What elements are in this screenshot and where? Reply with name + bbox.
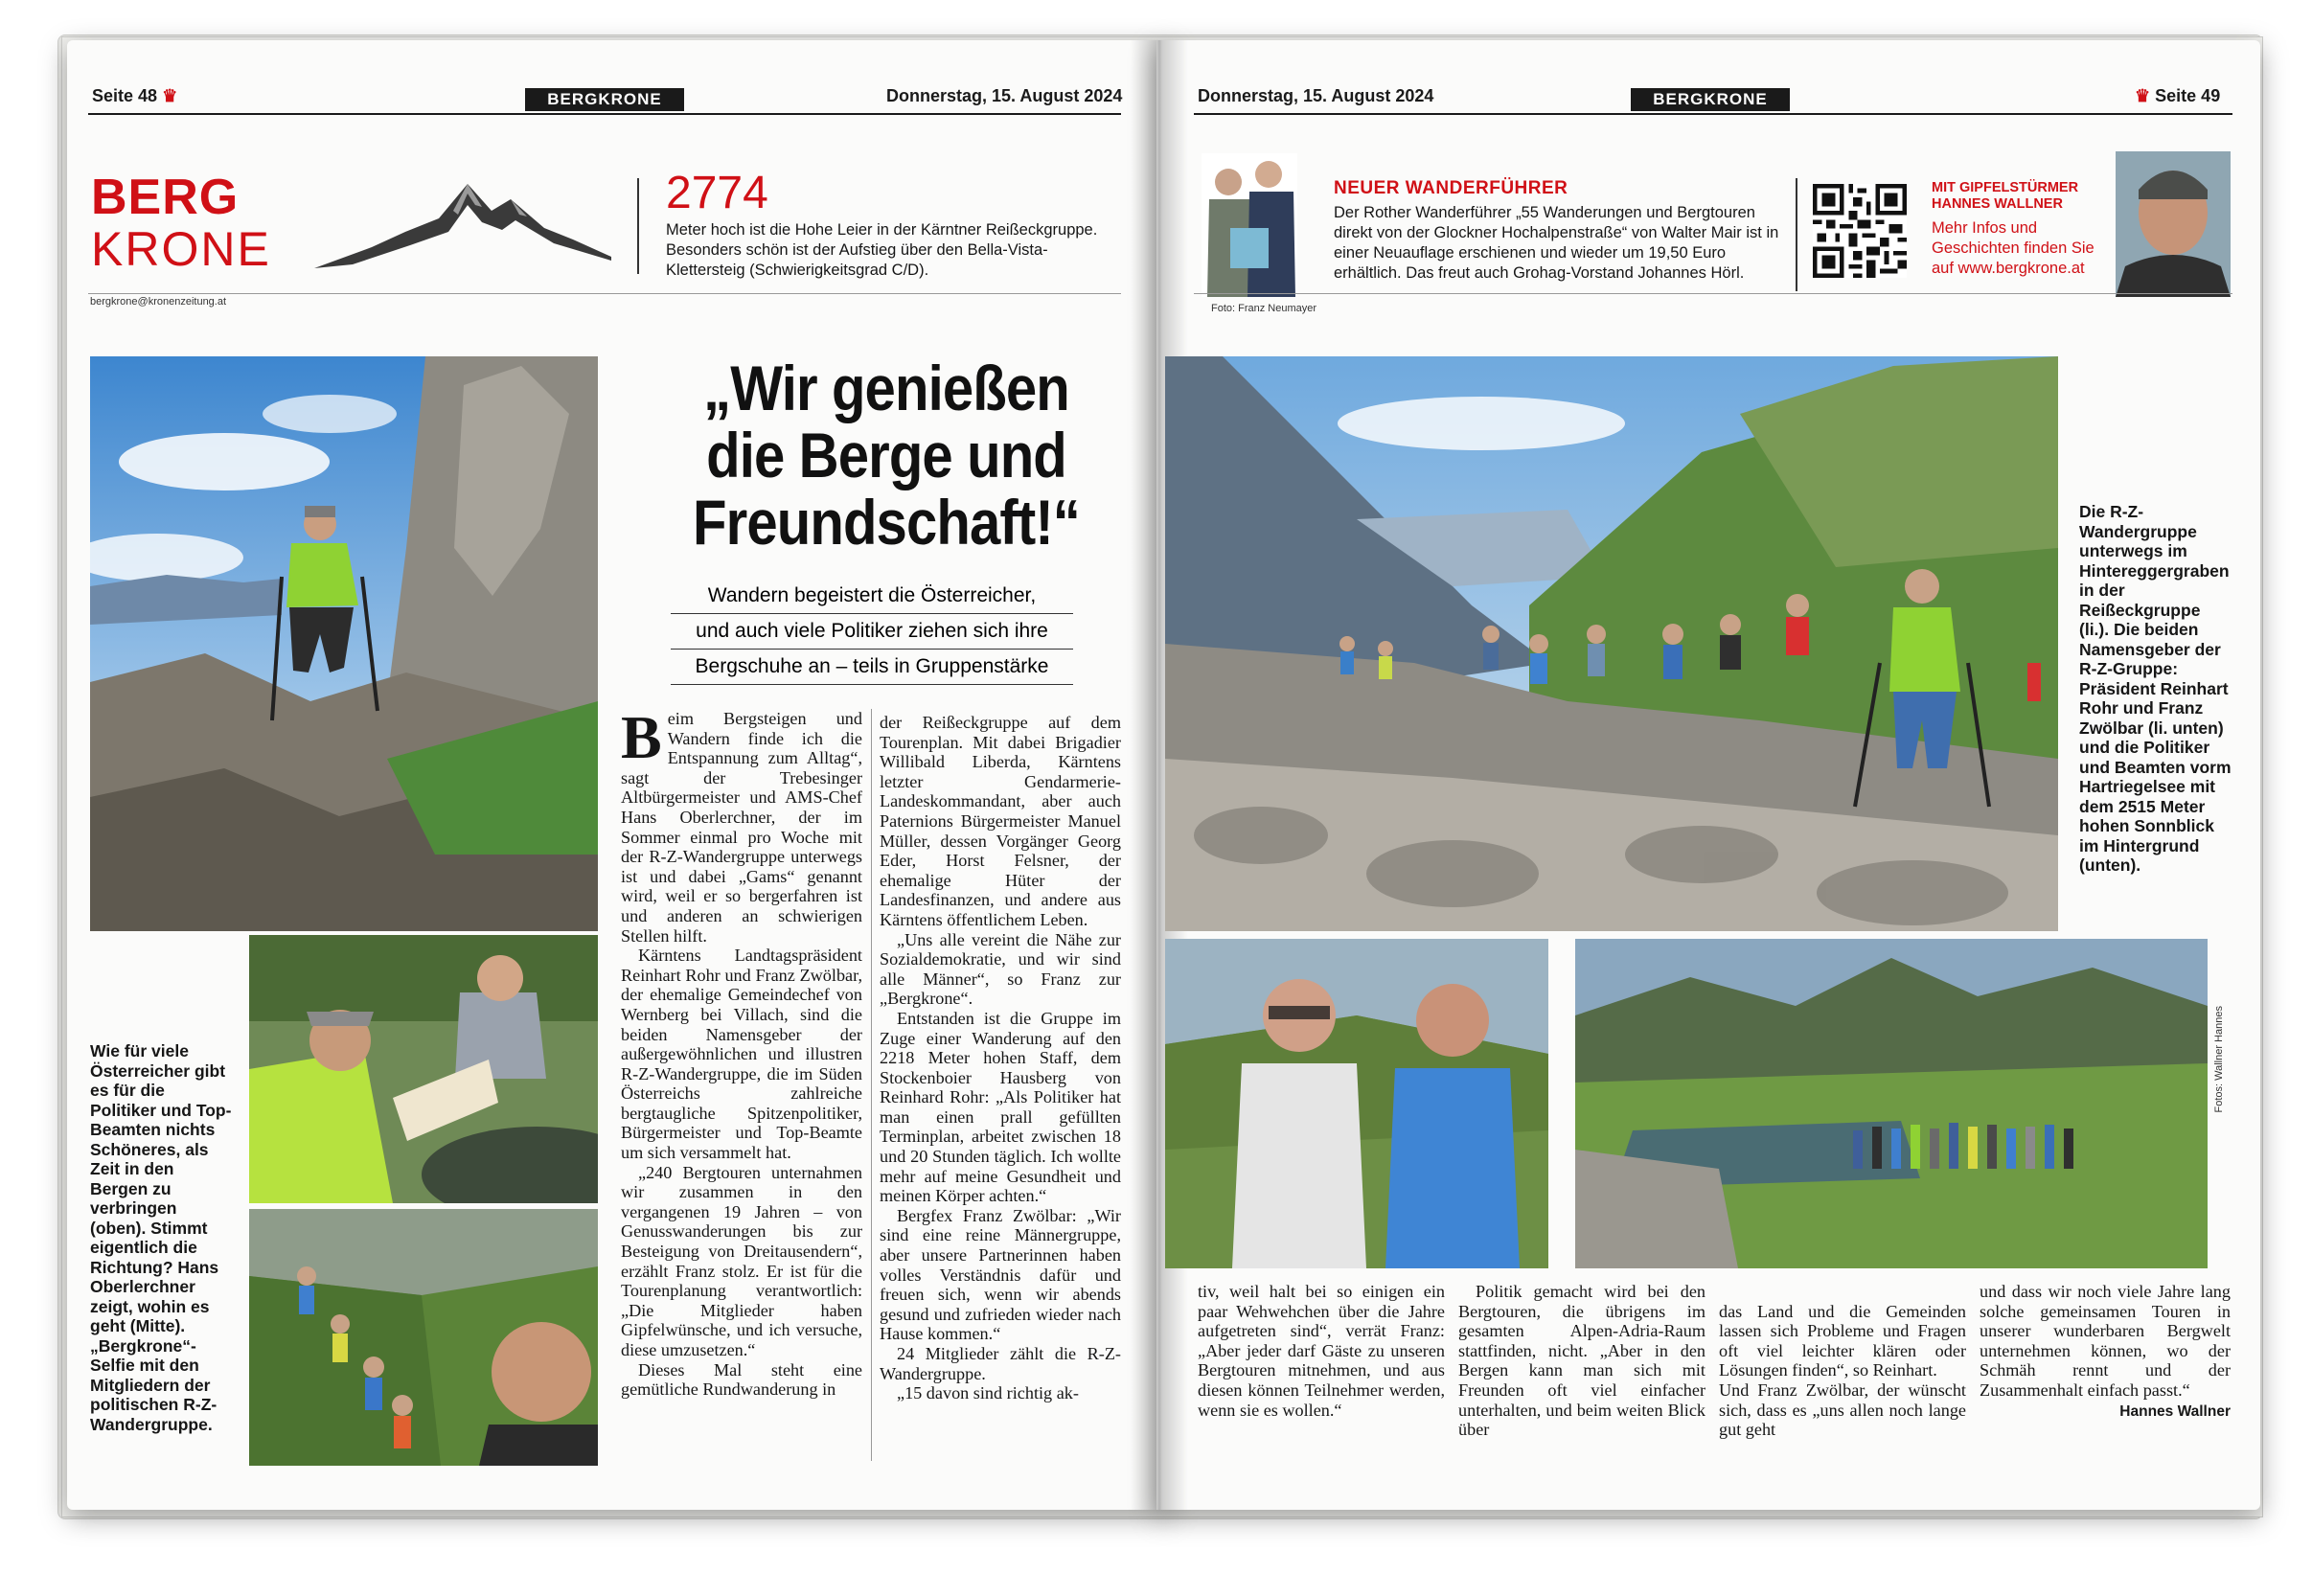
promo-divider	[1796, 178, 1797, 291]
photo-credit: Foto: Franz Neumayer	[1211, 303, 1317, 314]
caption-right: Die R-Z-Wandergruppe unterwegs im Hintereggergraben in der Reißeckgruppe (li.). Die beiden Namensgeber der R-Z-Gruppe: Präsident Reinhart Rohr und Franz Zwölbar (li. unten) und die Politiker und Beamten vorm Hartriegelsee mit dem 2515 Meter hohen Sonnblick im Hintergrund (unten).	[2079, 502, 2232, 875]
paragraph: das Land und die Gemeinden lassen sich Probleme und Fragen oft viel leichter klären oder Lösungen finden“, so Reinhart. Und Franz Zwölbar, der wünscht sich, dass es „uns allen noch lange gut geht	[1719, 1301, 1966, 1440]
promo-title-line: MIT GIPFELSTÜRMER	[1932, 180, 2079, 195]
promo-text-line: Geschichten finden Sie	[1932, 239, 2095, 257]
photo-guide-presentation	[1202, 153, 1297, 297]
mountain-logo-icon	[314, 172, 611, 278]
photo-map-reading	[249, 935, 598, 1203]
fact-text: Meter hoch ist die Hohe Leier in der Kärntner Reißeckgruppe. Besonders schön ist der Aufstieg über den Bella-Vista-Klettersteig (Schwierigkeitsgrad C/D).	[666, 221, 1098, 279]
brand-divider	[637, 178, 639, 274]
paragraph: „240 Bergtouren unternahmen wir zusammen in den vergangenen 19 Jahren – von Genusswanderungen bis zur Besteigung von Dreitausendern“, erzählt Franz stolz. Er ist für die Tourenplanung verantwortlich: „Die Mitglieder haben Gipfelwünsche, und ich versuche, diese umzusetzen.“	[621, 1162, 862, 1359]
article-column-3	[1198, 1282, 1445, 1420]
paragraph: Entstanden ist die Gruppe im Zuge einer Wanderung auf den 2218 Meter hohen Staff, dem Stockenboier Hausberg von Reinhard Rohr: „Als Politiker hat man einen prall gefüllten Terminplan, arbeitet zwischen 18 und 20 Stunden täglich. Ich wollte mehr auf meine Gesundheit und meinen Körper achten.“	[880, 1008, 1121, 1206]
photo-group-hiking-valley	[1165, 356, 2058, 931]
qr-code-icon[interactable]	[1813, 184, 1907, 278]
article-column-4	[1458, 1282, 1705, 1440]
header-rule-left	[88, 113, 1121, 115]
paragraph: und dass wir noch viele Jahre lang solche gemeinsamen Touren in unserer wunderbaren Bergwelt unternehmen können, wo der Schmäh rennt und der Zusammenhalt einfach passt.“	[1980, 1282, 2231, 1400]
paragraph: Kärntens Landtagspräsident Reinhart Rohr und Franz Zwölbar, der ehemalige Gemeindechef von Wernberg bei Villach, sind die beiden Namensgeber der außergewöhnlichen und illustren R-Z-Wandergruppe, die im Süden Österreichs zahlreiche bergtaugliche Spitzenpolitiker, Bürgermeister und Top-Beamte um sich versammelt hat.	[621, 946, 862, 1163]
promo-text[interactable]	[1932, 218, 2095, 279]
brand-berg: BERG	[91, 170, 240, 225]
paragraph: der Reißeckgruppe auf dem Tourenplan. Mit dabei Brigadier Willibald Liberda, Kärntens letzter Gendarmerie-Landeskommandant, aber auch Paternions Bürgermeister Manuel Müller, dessen Vorgänger Georg Eder, Horst Felsner, der ehemalige Hüter der Landesfinanzen, und andere aus Kärntens öffentlichem Leben.	[880, 713, 1121, 929]
subheadline-line: Bergschuhe an – teils in Gruppenstärke	[671, 650, 1073, 685]
photo-group-lake	[1575, 939, 2208, 1268]
crown-icon: ♛	[2135, 86, 2151, 105]
promo-text-line: Mehr Infos und	[1932, 219, 2038, 237]
date-right: Donnerstag, 15. August 2024	[1198, 86, 1434, 105]
date-left: Donnerstag, 15. August 2024	[886, 86, 1123, 105]
article-column-1	[621, 703, 862, 1400]
subheadline-line: und auch viele Politiker ziehen sich ihre	[671, 614, 1073, 650]
photo-group-selfie	[249, 1209, 598, 1466]
subheadline	[671, 579, 1073, 685]
paragraph: Bergfex Franz Zwölbar: „Wir sind eine reine Männergruppe, aber unsere Partnerinnen haben volles Verständnis dafür und freuen sich, wenn wir abends gesund und zufrieden wieder nach Hause kommen.“	[880, 1205, 1121, 1344]
paragraph: „Uns alle vereint die Nähe zur Sozialdemokratie, und wir sind alle Männer“, so Franz zur „Bergkrone“.	[880, 929, 1121, 1009]
paragraph: eim Bergsteigen und Wandern finde ich die Entspannung zum Alltag“, sagt der Trebesinger Altbürgermeister und AMS-Chef Hans Oberlerchner, der im Sommer einmal pro Woche mit der R-Z-Wandergruppe unterwegs ist und dabei „Gams“ genannt wird, weil er so bergerfahren ist und anderen an schwierigen Stellen hilft.	[621, 709, 862, 946]
paragraph: tiv, weil halt bei so einigen ein paar Wehwehchen über die Jahre aufgetreten sind“, verrät Franz: „Aber jeder darf Gäste zu unseren Bergtouren mitnehmen, und aus diesen können Teilnehmer werden, wenn sie es wollen.“	[1198, 1282, 1445, 1420]
article-column-2	[880, 713, 1121, 1403]
article-column-6	[1980, 1282, 2231, 1422]
promo-text-line: auf www.bergkrone.at	[1932, 260, 2085, 277]
fact-number: 2774	[666, 168, 768, 218]
page-number-left: Seite 48 ♛	[92, 86, 178, 105]
guide-text: Der Rother Wanderführer „55 Wanderungen und Bergtouren direkt von der Glockner Hochalpenstraße“ von Walter Mair ist in einer Neuauflage erschienen und wieder um 19,50 Euro erhältlich. Das freut auch Grohag-Vorstand Johannes Hörl.	[1334, 204, 1779, 282]
column-rule	[871, 709, 872, 1461]
vertical-photo-credit: Fotos: Wallner Hannes	[2213, 1006, 2225, 1113]
brand-krone: KRONE	[91, 222, 271, 276]
paragraph: Politik gemacht wird bei den Bergtouren, die übrigens im gesamten Alpen-Adria-Raum stattfinden, nicht. „Aber in den Bergen kann man sich mit Freunden oft viel einfacher unterhalten, und beim weiten Blick über	[1458, 1282, 1705, 1440]
author-byline: Hannes Wallner	[2119, 1402, 2231, 1420]
promo-title-line: HANNES WALLNER	[1932, 196, 2063, 212]
dropcap: B	[621, 703, 662, 771]
photo-namesakes-portrait	[1165, 939, 1548, 1268]
subheadline-line: Wandern begeistert die Österreicher,	[671, 579, 1073, 614]
guide-title: NEUER WANDERFÜHRER	[1334, 178, 1568, 198]
crown-icon: ♛	[162, 86, 178, 105]
header-rule-right	[1194, 113, 2232, 115]
section-label-left: BERGKRONE	[525, 88, 684, 111]
paragraph: Dieses Mal steht eine gemütliche Rundwanderung in	[621, 1359, 862, 1400]
photo-author-portrait	[2116, 151, 2231, 297]
section-label-right: BERGKRONE	[1631, 88, 1790, 111]
brand-rule	[88, 293, 1121, 294]
headline: „Wir genießen die Berge und Freundschaft!“	[693, 353, 1080, 558]
contact-email: bergkrone@kronenzeitung.at	[90, 296, 227, 308]
photo-hiker-rock	[90, 356, 598, 931]
article-column-5	[1719, 1282, 1966, 1459]
promo-rule	[1194, 293, 2232, 294]
caption-left: Wie für viele Österreicher gibt es für die Politiker und Top-Beamten nichts Schöneres, als Zeit in den Bergen zu verbringen (oben). Stimmt eigentlich die Richtung? Hans Oberlerchner zeigt, wohin es geht (Mitte). „Bergkrone“-Selfie mit den Mitgliedern der politischen R-Z-Wandergruppe.	[90, 1041, 232, 1434]
promo-title	[1932, 180, 2078, 213]
page-number-right: ♛ Seite 49	[2135, 86, 2221, 105]
paragraph: 24 Mitglieder zählt die R-Z-Wandergruppe.	[880, 1344, 1121, 1383]
paragraph: „15 davon sind richtig ak-	[897, 1383, 1079, 1403]
